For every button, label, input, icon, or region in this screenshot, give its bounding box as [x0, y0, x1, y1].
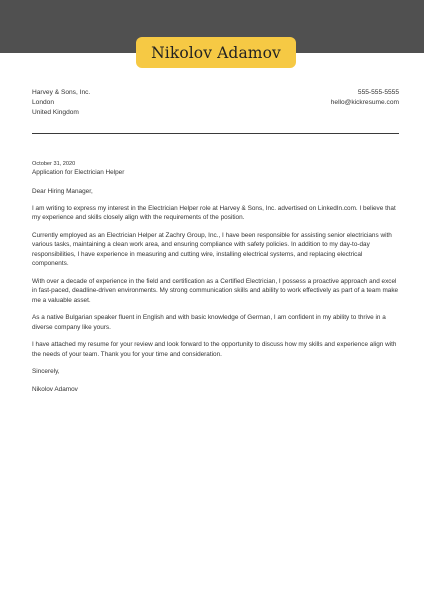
recipient-company: Harvey & Sons, Inc. — [32, 89, 91, 96]
letter-paragraph-2: Currently employed as an Electrician Helper at Zachry Group, Inc., I have been responsible for assisting senior electricians with various tasks, maintaining a clean work area, and ensuring compliance with safety policies. In addition to my day-to-day responsibilities, I have experience in measuring and cutting wire, installing electrical systems, and replacing electrical components. — [32, 231, 392, 267]
contact-phone: 555-555-5555 — [357, 89, 399, 96]
contact-email: hello@kickresume.com — [330, 99, 399, 107]
name-banner — [136, 37, 296, 68]
letter-paragraph-4: As a native Bulgarian speaker fluent in English and with basic knowledge of German, I am confident in my ability to thrive in a diverse company like yours. — [32, 314, 386, 331]
section-divider — [32, 133, 399, 134]
letter-body — [32, 160, 400, 394]
recipient-address — [32, 88, 90, 119]
letter-salutation: Dear Hiring Manager, — [32, 187, 93, 195]
letter-signature: Nikolov Adamov — [32, 385, 78, 393]
letter-paragraph-3: With over a decade of experience in the field and certification as a Certified Electrician, I possess a proactive approach and excel in fast-paced, deadline-driven environments. My strong communication skills and ability to work effectively as part of a team make me a valuable asset. — [32, 277, 399, 304]
letter-subject: Application for Electrician Helper — [32, 169, 125, 176]
letter-date: October 31, 2020 — [32, 161, 76, 167]
letter-closing: Sincerely, — [32, 368, 60, 375]
letter-paragraph-5: I have attached my resume for your review and look forward to the opportunity to discuss how my skills and experience align with the needs of your team. Thank you for your time and consideration. — [32, 341, 397, 358]
recipient-city: London — [32, 99, 55, 107]
applicant-name: Nikolov Adamov — [151, 43, 281, 62]
sender-contact — [331, 88, 399, 108]
recipient-country: United Kingdom — [32, 109, 79, 117]
letter-paragraph-1: I am writing to express my interest in the Electrician Helper role at Harvey & Sons, Inc. advertised on LinkedIn.com. I believe that my experience and skills closely align with the requirements of the position. — [32, 204, 396, 221]
